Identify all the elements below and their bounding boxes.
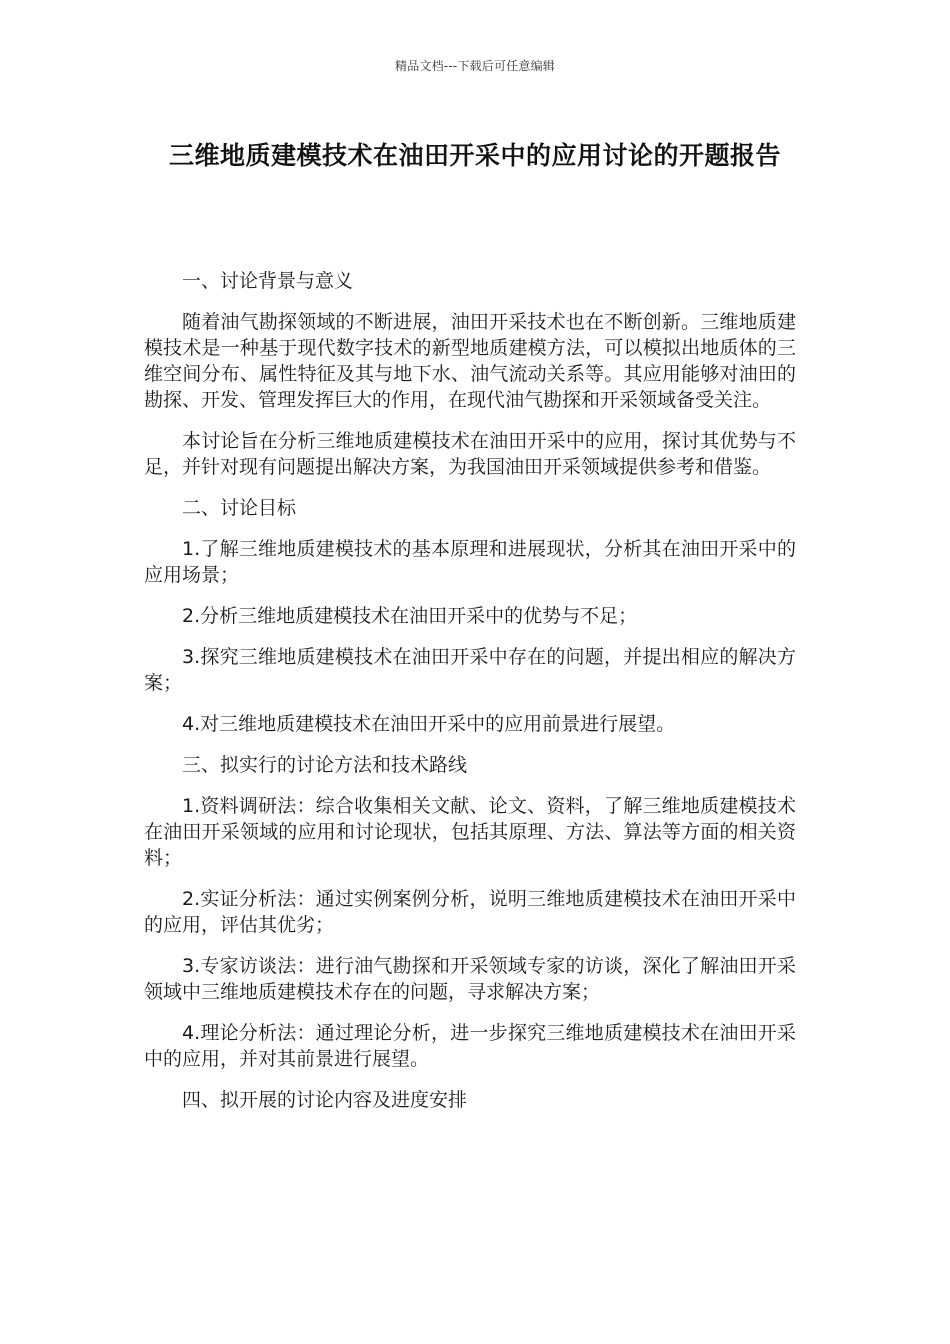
section-heading-background: 一、讨论背景与意义 xyxy=(182,270,354,292)
header-note: 精品文档---下载后可任意编辑 xyxy=(395,59,555,73)
method-item-4: 4.理论分析法：通过理论分析，进一步探究三维地质建模技术在油田开采中的应用，并对其前景进行展望。 xyxy=(144,1022,796,1070)
objective-item-2: 2.分析三维地质建模技术在油田开采中的优势与不足； xyxy=(182,605,638,627)
document-body xyxy=(144,268,796,1128)
method-item-3: 3.专家访谈法：进行油气勘探和开采领域专家的访谈，深化了解油田开采领域中三维地质建模技术存在的问题，寻求解决方案； xyxy=(144,955,796,1003)
paragraph-purpose: 本讨论旨在分析三维地质建模技术在油田开采中的应用，探讨其优势与不足，并针对现有问题提出解决方案，为我国油田开采领域提供参考和借鉴。 xyxy=(144,430,796,478)
section-heading-schedule: 四、拟开展的讨论内容及进度安排 xyxy=(182,1089,468,1111)
document-title: 三维地质建模技术在油田开采中的应用讨论的开题报告 xyxy=(168,141,781,170)
section-heading-methods: 三、拟实行的讨论方法和技术路线 xyxy=(182,754,468,776)
method-item-1: 1.资料调研法：综合收集相关文献、论文、资料，了解三维地质建模技术在油田开采领域的应用和讨论现状，包括其原理、方法、算法等方面的相关资料； xyxy=(144,795,796,869)
objective-item-1: 1.了解三维地质建模技术的基本原理和进展现状，分析其在油田开采中的应用场景； xyxy=(144,538,796,586)
method-item-2: 2.实证分析法：通过实例案例分析，说明三维地质建模技术在油田开采中的应用，评估其优劣； xyxy=(144,888,796,936)
objective-item-4: 4.对三维地质建模技术在油田开采中的应用前景进行展望。 xyxy=(182,713,676,735)
paragraph-background: 随着油气勘探领域的不断进展，油田开采技术也在不断创新。三维地质建模技术是一种基于现代数字技术的新型地质建模方法，可以模拟出地质体的三维空间分布、属性特征及其与地下水、油气流动关系等。其应用能够对油田的勘探、开发、管理发挥巨大的作用，在现代油气勘探和开采领域备受关注。 xyxy=(144,311,796,411)
objective-item-3: 3.探究三维地质建模技术在油田开采中存在的问题，并提出相应的解决方案； xyxy=(144,646,796,694)
section-heading-objectives: 二、讨论目标 xyxy=(182,497,297,519)
